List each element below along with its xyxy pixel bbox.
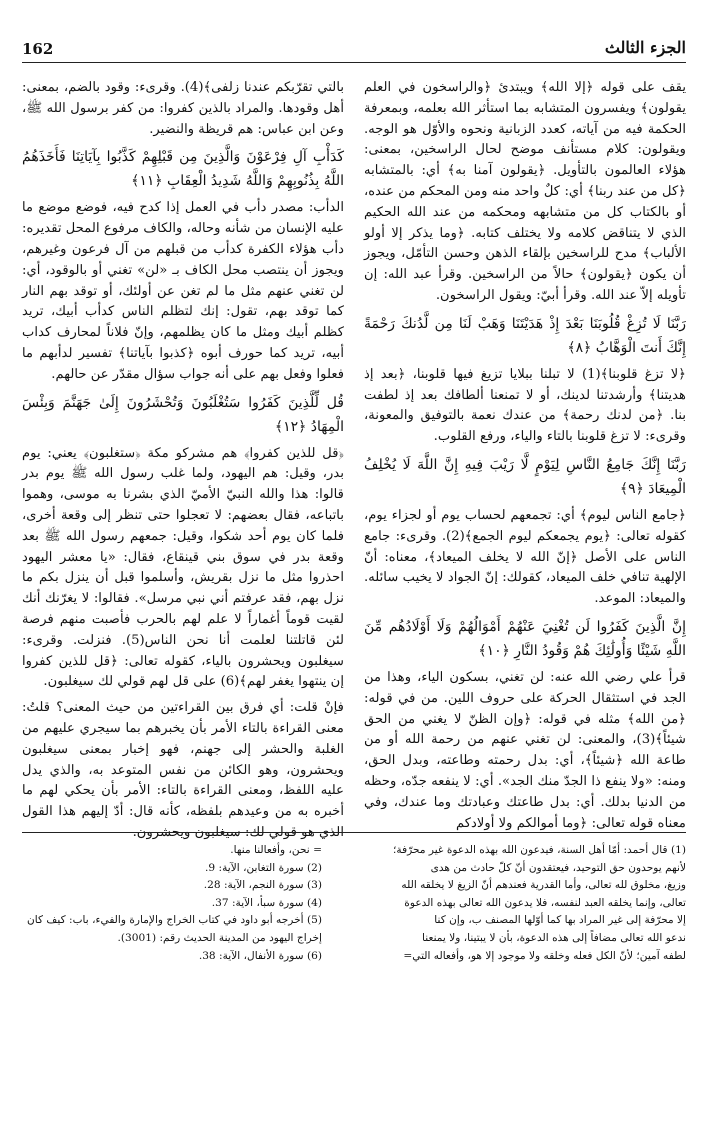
footnote-line: (4) سورة سبأ، الآية: 37. — [211, 896, 322, 909]
footnote-separator — [22, 832, 686, 833]
footnote-line: وزيغ، مخلوق لله تعالى، وأما القدرية فعندهم أنّ الزيغ لا يخلقه الله — [401, 879, 686, 892]
commentary-paragraph: يقف على قوله ﴿إلا الله﴾ ويبتدئ ﴿والراسخون في العلم يقولون﴾ ويفسرون المتشابه بما استأثر الله بعلمه، وبمعرفة الحكمة فيه من آياته، كعدد الزبانية ونحوه والأوّل هو الوجه. ويقولون: كلام مستأنف موضح لحال الراسخين، بمعنى: هؤلاء العالمون بالتأويل. ﴿يقولون آمنا به﴾ أي: بالمتشابه ﴿كل من عند ربنا﴾ أي: كلٌ واحد منه ومن المحكم من عنده، أو بالكتاب كل من متشابهه ومحكمه من عند الله الحكيم الذي لا يتناقض كلامه ولا يختلف كتابه. ﴿وما يذكر إلا أولو الألباب﴾ مدح للراسخين بإلقاء الذهن وحسن التأمّل، ويجوز أن يكون ﴿يقولون﴾ حالاً من الراسخين. وقرأ عبد الله: إن تأويله إلاّ عند الله. وقرأ أبيّ: ويقول الراسخون. — [364, 80, 686, 303]
footnote-line: (6) سورة الأنفال، الآية: 38. — [198, 949, 322, 962]
commentary-paragraph: فإنْ قلت: أي فرق بين القراءتين من حيث المعنى؟ قلتُ: معنى القراءة بالتاء الأمر بأن يخبرهم بما سيجري عليهم من الغلبة والحشر إلى جهنم، فهو إخبار بمعنى سيغلبون ويحشرون، وهو الكائن من نفس المتوعد به، والذي يدل عليه اللفظ، ومعنى القراءة بالتاء: الأمر بأن يحكي لهم ما أخبره به من وعيدهم بلفظه، كأنه قال: أدّ إليهم هذا القول الذي هو قولي لك: سيغلبون ويحشرون. — [22, 700, 344, 840]
footnote-line: إلا محرّفة إلى غير المراد بها كما أوّلها المصنف ب، وإن كنا — [434, 914, 686, 927]
commentary-paragraph: ﴿قل للذين كفروا﴾ هم مشركو مكة ﴿ستغلبون﴾ يعني: يوم بدر، وقيل: هم اليهود، ولما غلب رسول الله ﷺ يوم بدر قالوا: هذا والله النبيّ الأميّ الذي بشرنا به موسى، وهموا باتباعه، فقال بعضهم: لا تعجلوا حتى تنظر إلى وقعة أخرى، فلما كان يوم أحد شكوا، وقيل: جمعهم رسول الله ﷺ بعد وقعة بدر في سوق بني قينقاع، فقال: «يا معشر اليهود احذروا مثل ما نزل بقريش، وأسلموا قبل أن ينزل بكم ما نزل بهم، فقد عرفتم أني نبي مرسل». فقالوا: لا يغرّنك أنك لقيت قوماً أغماراً لا علم لهم بالحرب فأصبت منهم فرصة لئن قاتلتنا لعلمت أنا نحن الناس(5). فنزلت. وقرىء: سيغلبون ويحشرون بالياء، كقوله تعالى: ﴿قل للذين كفروا إن ينتهوا يغفر لهم﴾(6) على قل لهم قولي لك سيغلبون. — [22, 445, 344, 690]
right-text-column — [364, 78, 687, 831]
footnote-line: لطفه آمين؛ لأنّ الكل فعله وخلقه ولا موجود إلا هو، وأفعاله التي= — [403, 949, 686, 962]
section-title: الجزء الثالث — [604, 38, 686, 57]
footnote-line: (3) سورة النجم، الآية: 28. — [203, 879, 322, 892]
commentary-paragraph: ﴿لا تزغ قلوبنا﴾(1) لا تبلنا ببلايا تزيغ فيها قلوبنا، ﴿بعد إذ هديتنا﴾ وأرشدتنا لدينك، أو لا تمنعنا ألطافك بعد إذ لطفت بنا. ﴿من لدنك رحمة﴾ من عندك نعمة بالتوفيق والمعونة، وقرىء: لا تزغ قلوبنا بالتاء والياء، ورفع القلوب. — [364, 366, 686, 445]
page-number: 162 — [22, 40, 54, 58]
footnotes-right — [346, 842, 686, 1042]
running-header — [22, 38, 686, 63]
footnotes-left — [22, 842, 322, 1042]
footnote-line: تعالى، وإنما يخلقه العبد لنفسه، فلا يدعون الله تعالى بهذه الدعوة — [404, 896, 686, 909]
left-text-column — [22, 78, 345, 840]
commentary-paragraph: ﴿جامع الناس ليوم﴾ أي: تجمعهم لحساب يوم أو لجزاء يوم، كقوله تعالى: ﴿يوم يجمعكم ليوم الجمع﴾(2). وقرىء: جامع الناس على الأصل ﴿إنّ الله لا يخلف الميعاد﴾، معناه: أنّ الإلهية تنافي خلف الميعاد، كقولك: إنّ الجواد لا يخيب سائله. والميعاد: الموعد. — [364, 507, 687, 607]
commentary-paragraph: الدأب: مصدر دأب في العمل إذا كدح فيه، فوضع موضع ما عليه الإنسان من شأنه وحاله، والكاف مرفوع المحل تقديره: دأب هؤلاء الكفرة كدأب من قبلهم من آل فرعون وغيرهم، ويجوز أن ينتصب محل الكاف بـ «لن» تغني أو بالوقود، أي: لن تغني عنهم مثل ما لم تغن عن أولئك، أو توقد بهم النار كما توقد بهم، تقول: إنك لتظلم الناس كدأب أبيك، تريد كظلم أبيك ومثل ما كان يظلمهم، وإنّ فلاناً لمحارف كداب أبيه، تريد كما حورف أبوه ﴿كذبوا بآياتنا﴾ تفسير لدأبهم ما فعلوا وفعل بهم على أنه جواب سؤال مقدّر عن حالهم. — [22, 200, 344, 382]
quran-verse: رَبَّنَا إِنَّكَ جَامِعُ النَّاسِ لِيَوْمٍ لَّا رَيْبَ فِيهِ إِنَّ اللَّهَ لَا يُخْلِفُ الْمِيعَادَ ﴿٩﴾ — [364, 456, 686, 497]
footnote-line: = نحن، وأفعالنا منها. — [230, 844, 322, 856]
footnote-line: (5) أخرجه أبو داود في كتاب الخراج والإمارة والفيء، باب: كيف كان إخراج اليهود من المدينة الحديث رقم: (3001). — [27, 914, 322, 944]
commentary-paragraph: بالتي تقرّبكم عندنا زلفى﴾(4). وقرىء: وقود بالضم، بمعنى: أهل وقودها. والمراد بالذين كفروا: من كفر برسول الله ﷺ، وعن ابن عباس: هم قريظة والنضير. — [22, 80, 345, 137]
footnote-line: (1) قال أحمد: أمّا أهل السنة، فيدعون الله بهذه الدعوة غير محرّفة؛ — [393, 844, 686, 856]
quran-verse: رَبَّنَا لَا تُزِغْ قُلُوبَنَا بَعْدَ إِذْ هَدَيْتَنَا وَهَبْ لَنَا مِن لَّدُنكَ رَحْمَةً إِنَّكَ أَنتَ الْوَهَّابُ ﴿٨﴾ — [364, 315, 686, 356]
quran-verse: كَدَأْبِ آلِ فِرْعَوْنَ وَالَّذِينَ مِن قَبْلِهِمْ كَذَّبُوا بِآيَاتِنَا فَأَخَذَهُمُ اللَّهُ بِذُنُوبِهِمْ وَاللَّهُ شَدِيدُ الْعِقَابِ ﴿١١﴾ — [22, 149, 344, 190]
footnote-line: ندعو الله تعالى مضافاً إلى هذه الدعوة، بأن لا يبتينا، ولا يمنعنا — [422, 931, 686, 944]
footnote-line: لأنهم يوحدون حق التوحيد، فيعتقدون أنّ كلّ حادث من هدى — [430, 861, 686, 874]
footnote-line: (2) سورة التغابن، الآية: 9. — [205, 861, 322, 874]
quran-verse: إِنَّ الَّذِينَ كَفَرُوا لَن تُغْنِيَ عَنْهُمْ أَمْوَالُهُمْ وَلَا أَوْلَادُهُم مِّنَ اللَّهِ شَيْئًا وَأُولَٰئِكَ هُمْ وَقُودُ النَّارِ ﴿١٠﴾ — [364, 618, 686, 659]
quran-verse: قُل لِّلَّذِينَ كَفَرُوا سَتُغْلَبُونَ وَتُحْشَرُونَ إِلَىٰ جَهَنَّمَ وَبِئْسَ الْمِهَادُ ﴿١٢﴾ — [22, 394, 344, 435]
commentary-paragraph: قرأ علي رضي الله عنه: لن تغني، بسكون الياء، وهذا من الجد في استثقال الحركة على حروف اللين. من في قوله: ﴿من الله﴾ مثله في قوله: ﴿وإن الظنّ لا يغني من الحق شيئاً﴾(3)، والمعنى: لن تغني عنهم من رحمة الله أو من طاعة الله ﴿شيئاً﴾، أي: بدل رحمته وطاعته، وبدل الحق، ومنه: «ولا ينفع ذا الجدّ منك الجد». أي: لا ينفعه جدّه، وحظه من الدنيا بدلك. أي: بدل طاعتك وعبادتك وما عندك، وفي معناه قوله تعالى: ﴿وما أموالكم ولا أولادكم — [364, 669, 686, 831]
